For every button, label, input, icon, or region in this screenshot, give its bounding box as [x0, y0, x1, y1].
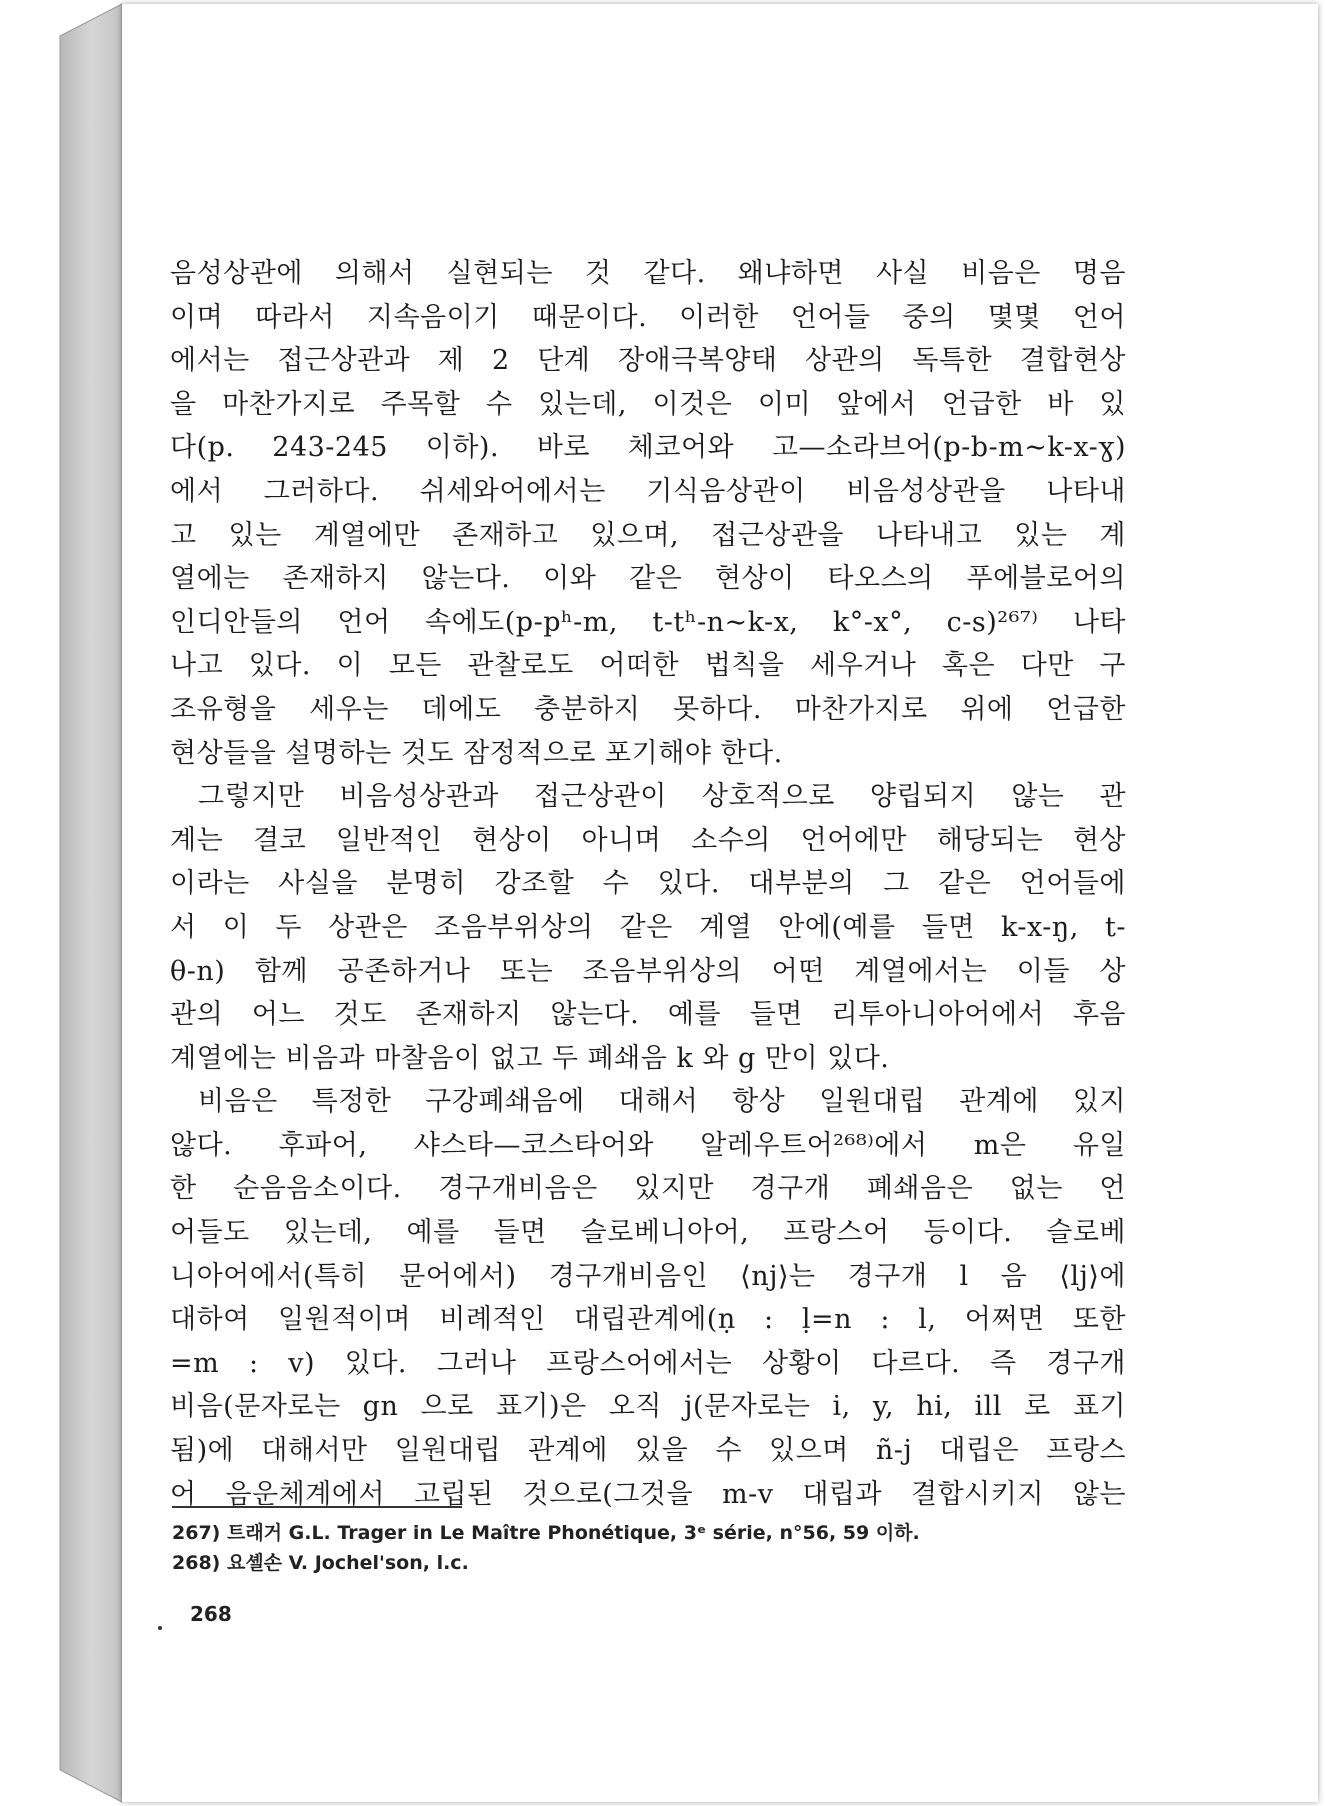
- text-line: 음성상관에 의해서 실현되는 것 같다. 왜냐하면 사실 비음은 명음: [170, 258, 1126, 289]
- text-line: 인디안들의 언어 속에도(p-pʰ-m, t-tʰ-n∼k-x, k°-x°, c-s)²⁶⁷⁾ 나타: [170, 606, 1126, 638]
- text-line: 고 있는 계열에만 존재하고 있으며, 접근상관을 나타내고 있는 계: [170, 519, 1126, 551]
- text-line: 계열에는 비음과 마찰음이 없고 두 폐쇄음 k 와 g 만이 있다.: [170, 1042, 890, 1074]
- text-line: 대하여 일원적이며 비례적인 대립관계에(ṇ : ḷ=n : l, 어쩌면 또한: [170, 1304, 1126, 1336]
- text-line: 열에는 존재하지 않는다. 이와 같은 현상이 타오스의 푸에블로어의: [170, 563, 1126, 595]
- text-line: 에서 그러하다. 쉬세와어에서는 기식음상관이 비음성상관을 나타내: [170, 475, 1126, 507]
- body-text: [170, 252, 1126, 1516]
- text-line: 한 순음음소이다. 경구개비음은 있지만 경구개 폐쇄음은 없는 언: [170, 1173, 1126, 1205]
- text-line: 이라는 사실을 분명히 강조할 수 있다. 대부분의 그 같은 언어들에: [170, 868, 1126, 900]
- text-line: 그렇지만 비음성상관과 접근상관이 상호적으로 양립되지 않는 관: [198, 781, 1126, 813]
- text-line: 비음은 특정한 구강폐쇄음에 대해서 항상 일원대립 관계에 있지: [198, 1086, 1126, 1118]
- text-line: 다(p. 243-245 이하). 바로 체코어와 고—소라브어(p-b-m∼k-x-ɣ): [170, 432, 1126, 464]
- footnote-267: 267) 트래거 G.L. Trager in Le Maître Phonétique, 3ᵉ série, n°56, 59 이하.: [172, 1522, 920, 1544]
- text-line: 조유형을 세우는 데에도 충분하지 못하다. 마찬가지로 위에 언급한: [170, 693, 1126, 725]
- footnote-268: 268) 요셸손 V. Jochel'son, l.c.: [172, 1552, 469, 1574]
- text-line: 이며 따라서 지속음이기 때문이다. 이러한 언어들 중의 몇몇 언어: [170, 301, 1126, 333]
- text-line: 않다. 후파어, 샤스타—코스타어와 알레우트어²⁶⁸⁾에서 m은 유일: [170, 1129, 1126, 1161]
- text-line: 현상들을 설명하는 것도 잠정적으로 포기해야 한다.: [170, 737, 783, 769]
- text-line: 나고 있다. 이 모든 관찰로도 어떠한 법칙을 세우거나 혹은 다만 구: [170, 650, 1126, 682]
- page-number: 268: [190, 1602, 232, 1626]
- text-line: 계는 결코 일반적인 현상이 아니며 소수의 언어에만 해당되는 현상: [170, 824, 1126, 856]
- text-line: 니아어에서(특히 문어에서) 경구개비음인 ⟨nj⟩는 경구개 l 음 ⟨lj⟩에: [170, 1260, 1126, 1292]
- book-spine: [0, 0, 130, 1806]
- text-line: 을 마찬가지로 주목할 수 있는데, 이것은 이미 앞에서 언급한 바 있: [170, 388, 1126, 420]
- text-line: 어들도 있는데, 예를 들면 슬로베니아어, 프랑스어 등이다. 슬로베: [170, 1217, 1126, 1249]
- text-line: 됨)에 대해서만 일원대립 관계에 있을 수 있으며 ñ-j 대립은 프랑스: [170, 1435, 1126, 1467]
- footnote-divider: [172, 1506, 462, 1508]
- text-line: 어 음운체계에서 고립된 것으로(그것을 m-v 대립과 결합시키지 않는: [170, 1478, 1126, 1510]
- text-line: 에서는 접근상관과 제 2 단계 장애극복양태 상관의 독특한 결합현상: [170, 345, 1126, 377]
- text-line: =m : v) 있다. 그러나 프랑스어에서는 상황이 다르다. 즉 경구개: [170, 1347, 1126, 1379]
- margin-dot: [158, 1626, 162, 1630]
- text-line: 비음(문자로는 gn 으로 표기)은 오직 j(문자로는 i, y, hi, ill 로 표기: [170, 1391, 1126, 1423]
- text-line: 관의 어느 것도 존재하지 않는다. 예를 들면 리투아니아어에서 후음: [170, 999, 1126, 1031]
- footnotes: [172, 1518, 1122, 1578]
- text-line: θ-n) 함께 공존하거나 또는 조음부위상의 어떤 계열에서는 이들 상: [170, 955, 1126, 987]
- text-line: 서 이 두 상관은 조음부위상의 같은 계열 안에(예를 들면 k-x-ŋ, t-: [170, 911, 1126, 943]
